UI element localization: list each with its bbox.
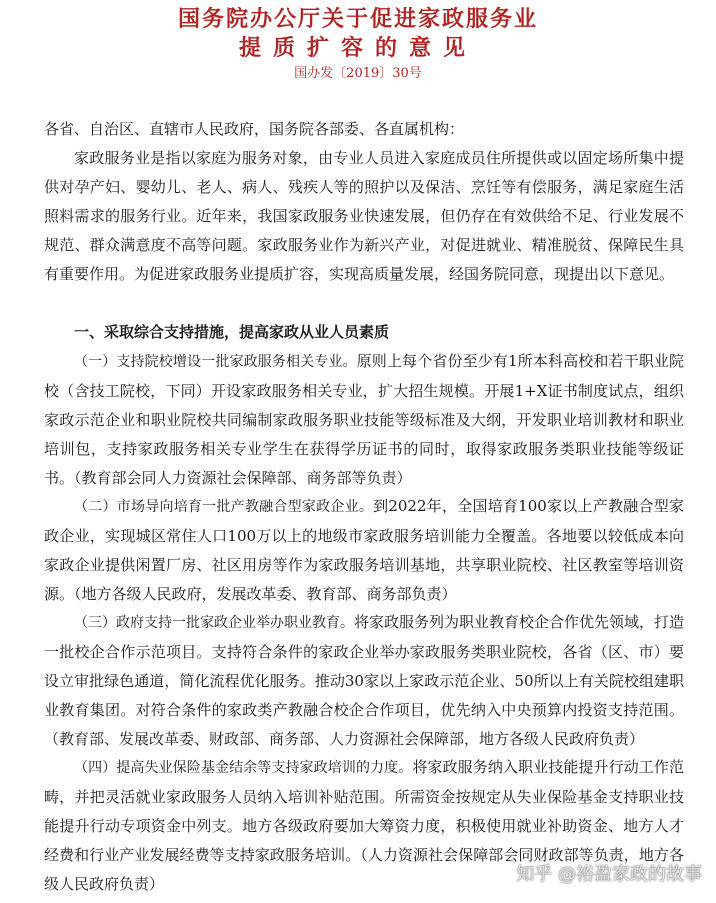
item-2-heading: （二）市场导向培育一批产教融合型家政企业。 [74,499,374,515]
item-2-paragraph [44,492,684,609]
item-2-text: 到2022年，全国培育100家以上产教融合型家政企业，实现城区常住人口100万以上的地级市家政服务培训能力全覆盖。各地要以较低成本向家政企业提供闲置厂房、社区用房等作为家政服务培训基地，共享职业院校、社区教室等培训资源。（地方各级人民政府，发展改革委、教育部、商务部负责） [44,497,684,603]
item-4-heading: （四）提高失业保险基金结余等支持家政培训的力度。 [74,760,413,776]
title-line-1: 国务院办公厅关于促进家政服务业 [177,6,538,32]
document-number: 国办发〔2019〕30号 [294,66,422,81]
item-3-heading: （三）政府支持一批家政企业举办职业教育。 [74,615,354,631]
salutation: 各省、自治区、直辖市人民政府，国务院各部委、各直属机构： [44,120,465,138]
title-line-2: 提质扩容的意见 [238,35,477,61]
section-heading-1: 一、采取综合支持措施，提高家政从业人员素质 [74,323,390,341]
item-4-text: 将家政服务纳入职业技能提升行动工作范畴，并把灵活就业家政服务人员纳入培训补贴范围。所需资金按规定从失业保险基金支持职业技能提升行动专项资金中列支。地方各级政府要加大筹资力度，积极使用就业补助资金、地方人才经费和行业产业发展经费等支持家政服务培训。（人力资源社会保障部会同财政部等负责，地方各级人民政府负责） [44,758,684,893]
item-3-paragraph [44,608,684,754]
item-1-heading: （一）支持院校增设一批家政服务相关专业。 [74,354,357,370]
intro-paragraph: 家政服务业是指以家庭为服务对象，由专业人员进入家庭成员住所提供或以固定场所集中提供对孕产妇、婴幼儿、老人、病人、残疾人等的照护以及保洁、烹饪等有偿服务，满足家庭生活照料需求的服务行业。近年来，我国家政服务业快速发展，但仍存在有效供给不足、行业发展不规范、群众满意度不高等问题。家政服务业作为新兴产业，对促进就业、精准脱贫、保障民生具有重要作用。为促进家政服务业提质扩容，实现高质量发展，经国务院同意，现提出以下意见。 [44,149,684,283]
source-watermark: 知乎 @裕盈家政的故事 [516,864,702,885]
item-3-text: 将家政服务列为职业教育校企合作优先领域，打造一批校企合作示范项目。支持符合条件的家政企业举办家政服务类职业院校，各省（区、市）要设立审批绿色通道，简化流程优化服务。推动30家以上家政示范企业、50所以上有关院校组建职业教育集团。对符合条件的家政类产教融合校企合作项目，优先纳入中央预算内投资支持范围。（教育部、发展改革委、财政部、商务部、人力资源社会保障部，地方各级人民政府负责） [44,613,685,748]
item-1-paragraph [44,347,684,493]
item-1-text: 原则上每个省份至少有1所本科高校和若干职业院校（含技工院校，下同）开设家政服务相关专业，扩大招生规模。开展1+X证书制度试点，组织家政示范企业和职业院校共同编制家政服务职业技能等级标准及大纲，开发职业培训教材和职业培训包，支持家政服务相关专业学生在获得学历证书的同时，取得家政服务类职业技能等级证书。（教育部会同人力资源社会保障部、商务部等负责） [44,352,685,487]
